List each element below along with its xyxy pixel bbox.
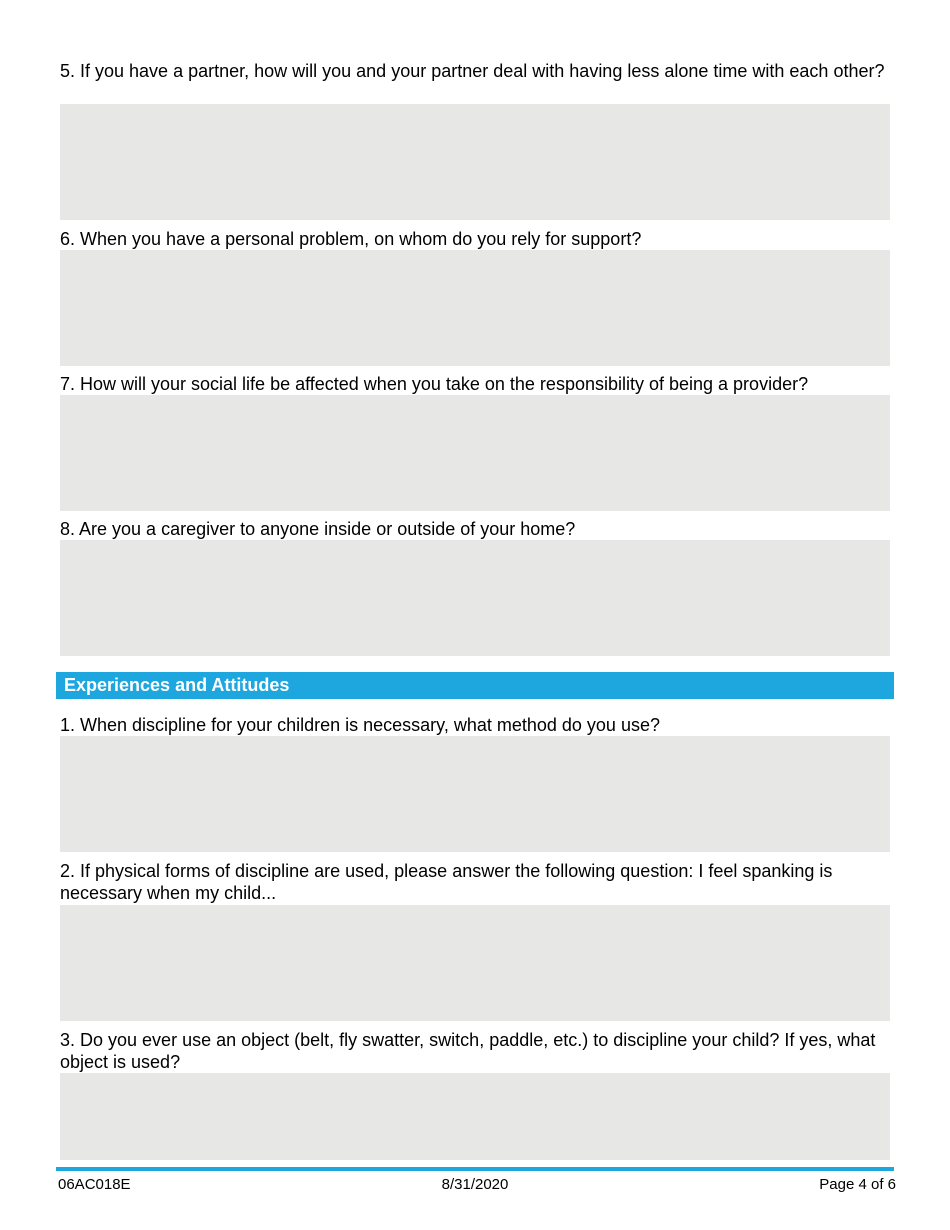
- discipline-question-1-label: 1. When discipline for your children is necessary, what method do you use?: [60, 715, 660, 735]
- footer-page-number: Page 4 of 6: [819, 1176, 896, 1193]
- question-6-label: 6. When you have a personal problem, on whom do you rely for support?: [60, 229, 642, 249]
- footer-divider: [56, 1167, 894, 1171]
- discipline-question-3-label: 3. Do you ever use an object (belt, fly swatter, switch, paddle, etc.) to discipline your child? If yes, what object is used?: [60, 1030, 876, 1072]
- question-7-label: 7. How will your social life be affected when you take on the responsibility of being a provider?: [60, 374, 809, 394]
- question-5-answer-field[interactable]: [60, 104, 890, 220]
- section-header-experiences-attitudes: Experiences and Attitudes: [56, 672, 894, 699]
- discipline-question-1-answer-field[interactable]: [60, 736, 890, 852]
- discipline-question-2-label: 2. If physical forms of discipline are used, please answer the following question: I feel spanking is necessary when my child...: [60, 861, 833, 903]
- question-5-label: 5. If you have a partner, how will you and your partner deal with having less alone time with each other?: [60, 61, 885, 81]
- question-8-label: 8. Are you a caregiver to anyone inside or outside of your home?: [60, 519, 576, 539]
- question-7-answer-field[interactable]: [60, 395, 890, 511]
- discipline-question-3-answer-field[interactable]: [60, 1073, 890, 1160]
- question-8-answer-field[interactable]: [60, 540, 890, 656]
- footer-form-id: 06AC018E: [58, 1176, 131, 1193]
- question-6-answer-field[interactable]: [60, 250, 890, 366]
- discipline-question-2-answer-field[interactable]: [60, 905, 890, 1021]
- footer-date: 8/31/2020: [441, 1176, 509, 1193]
